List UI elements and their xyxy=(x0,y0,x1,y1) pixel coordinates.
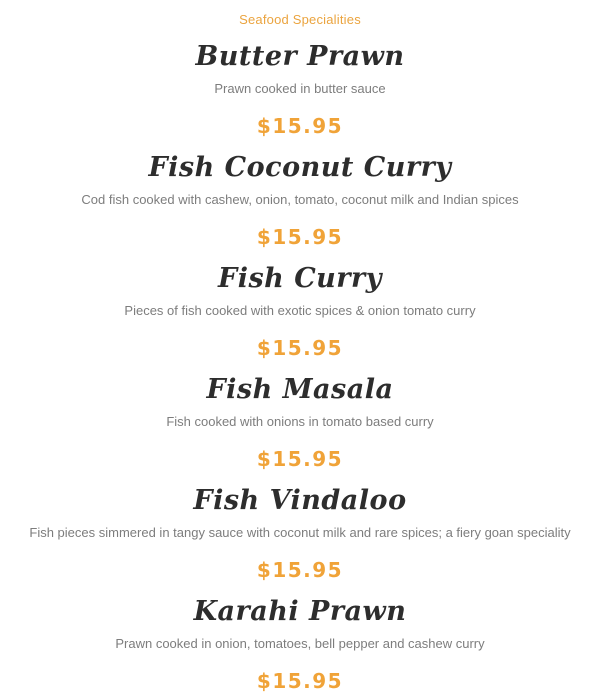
dish-price: $15.95 xyxy=(256,336,344,360)
dish-name: Fish Curry xyxy=(218,263,382,294)
menu-item xyxy=(0,152,600,249)
dish-name: Butter Prawn xyxy=(195,41,405,72)
dish-description: Pieces of fish cooked with exotic spices & onion tomato curry xyxy=(124,303,476,318)
dish-name: Karahi Prawn xyxy=(193,596,407,627)
dish-description: Cod fish cooked with cashew, onion, tomato, coconut milk and Indian spices xyxy=(81,192,519,207)
dish-description: Fish pieces simmered in tangy sauce with coconut milk and rare spices; a fiery goan speciality xyxy=(29,525,571,540)
dish-description: Prawn cooked in onion, tomatoes, bell pepper and cashew curry xyxy=(115,636,485,651)
dish-description: Prawn cooked in butter sauce xyxy=(214,81,386,96)
dish-price: $15.95 xyxy=(256,225,344,249)
dish-price: $15.95 xyxy=(256,669,344,693)
dish-price: $15.95 xyxy=(256,558,344,582)
dish-description: Fish cooked with onions in tomato based curry xyxy=(166,414,434,429)
dish-price: $15.95 xyxy=(256,114,344,138)
dish-name: Fish Masala xyxy=(206,374,394,405)
dish-price: $15.95 xyxy=(256,447,344,471)
dish-name: Fish Vindaloo xyxy=(193,485,407,516)
menu-item xyxy=(0,41,600,138)
section-title: Seafood Specialities xyxy=(239,12,361,27)
menu-item xyxy=(0,596,600,693)
dish-name: Fish Coconut Curry xyxy=(148,152,452,183)
menu-item xyxy=(0,263,600,360)
menu-item xyxy=(0,485,600,582)
menu-item xyxy=(0,374,600,471)
